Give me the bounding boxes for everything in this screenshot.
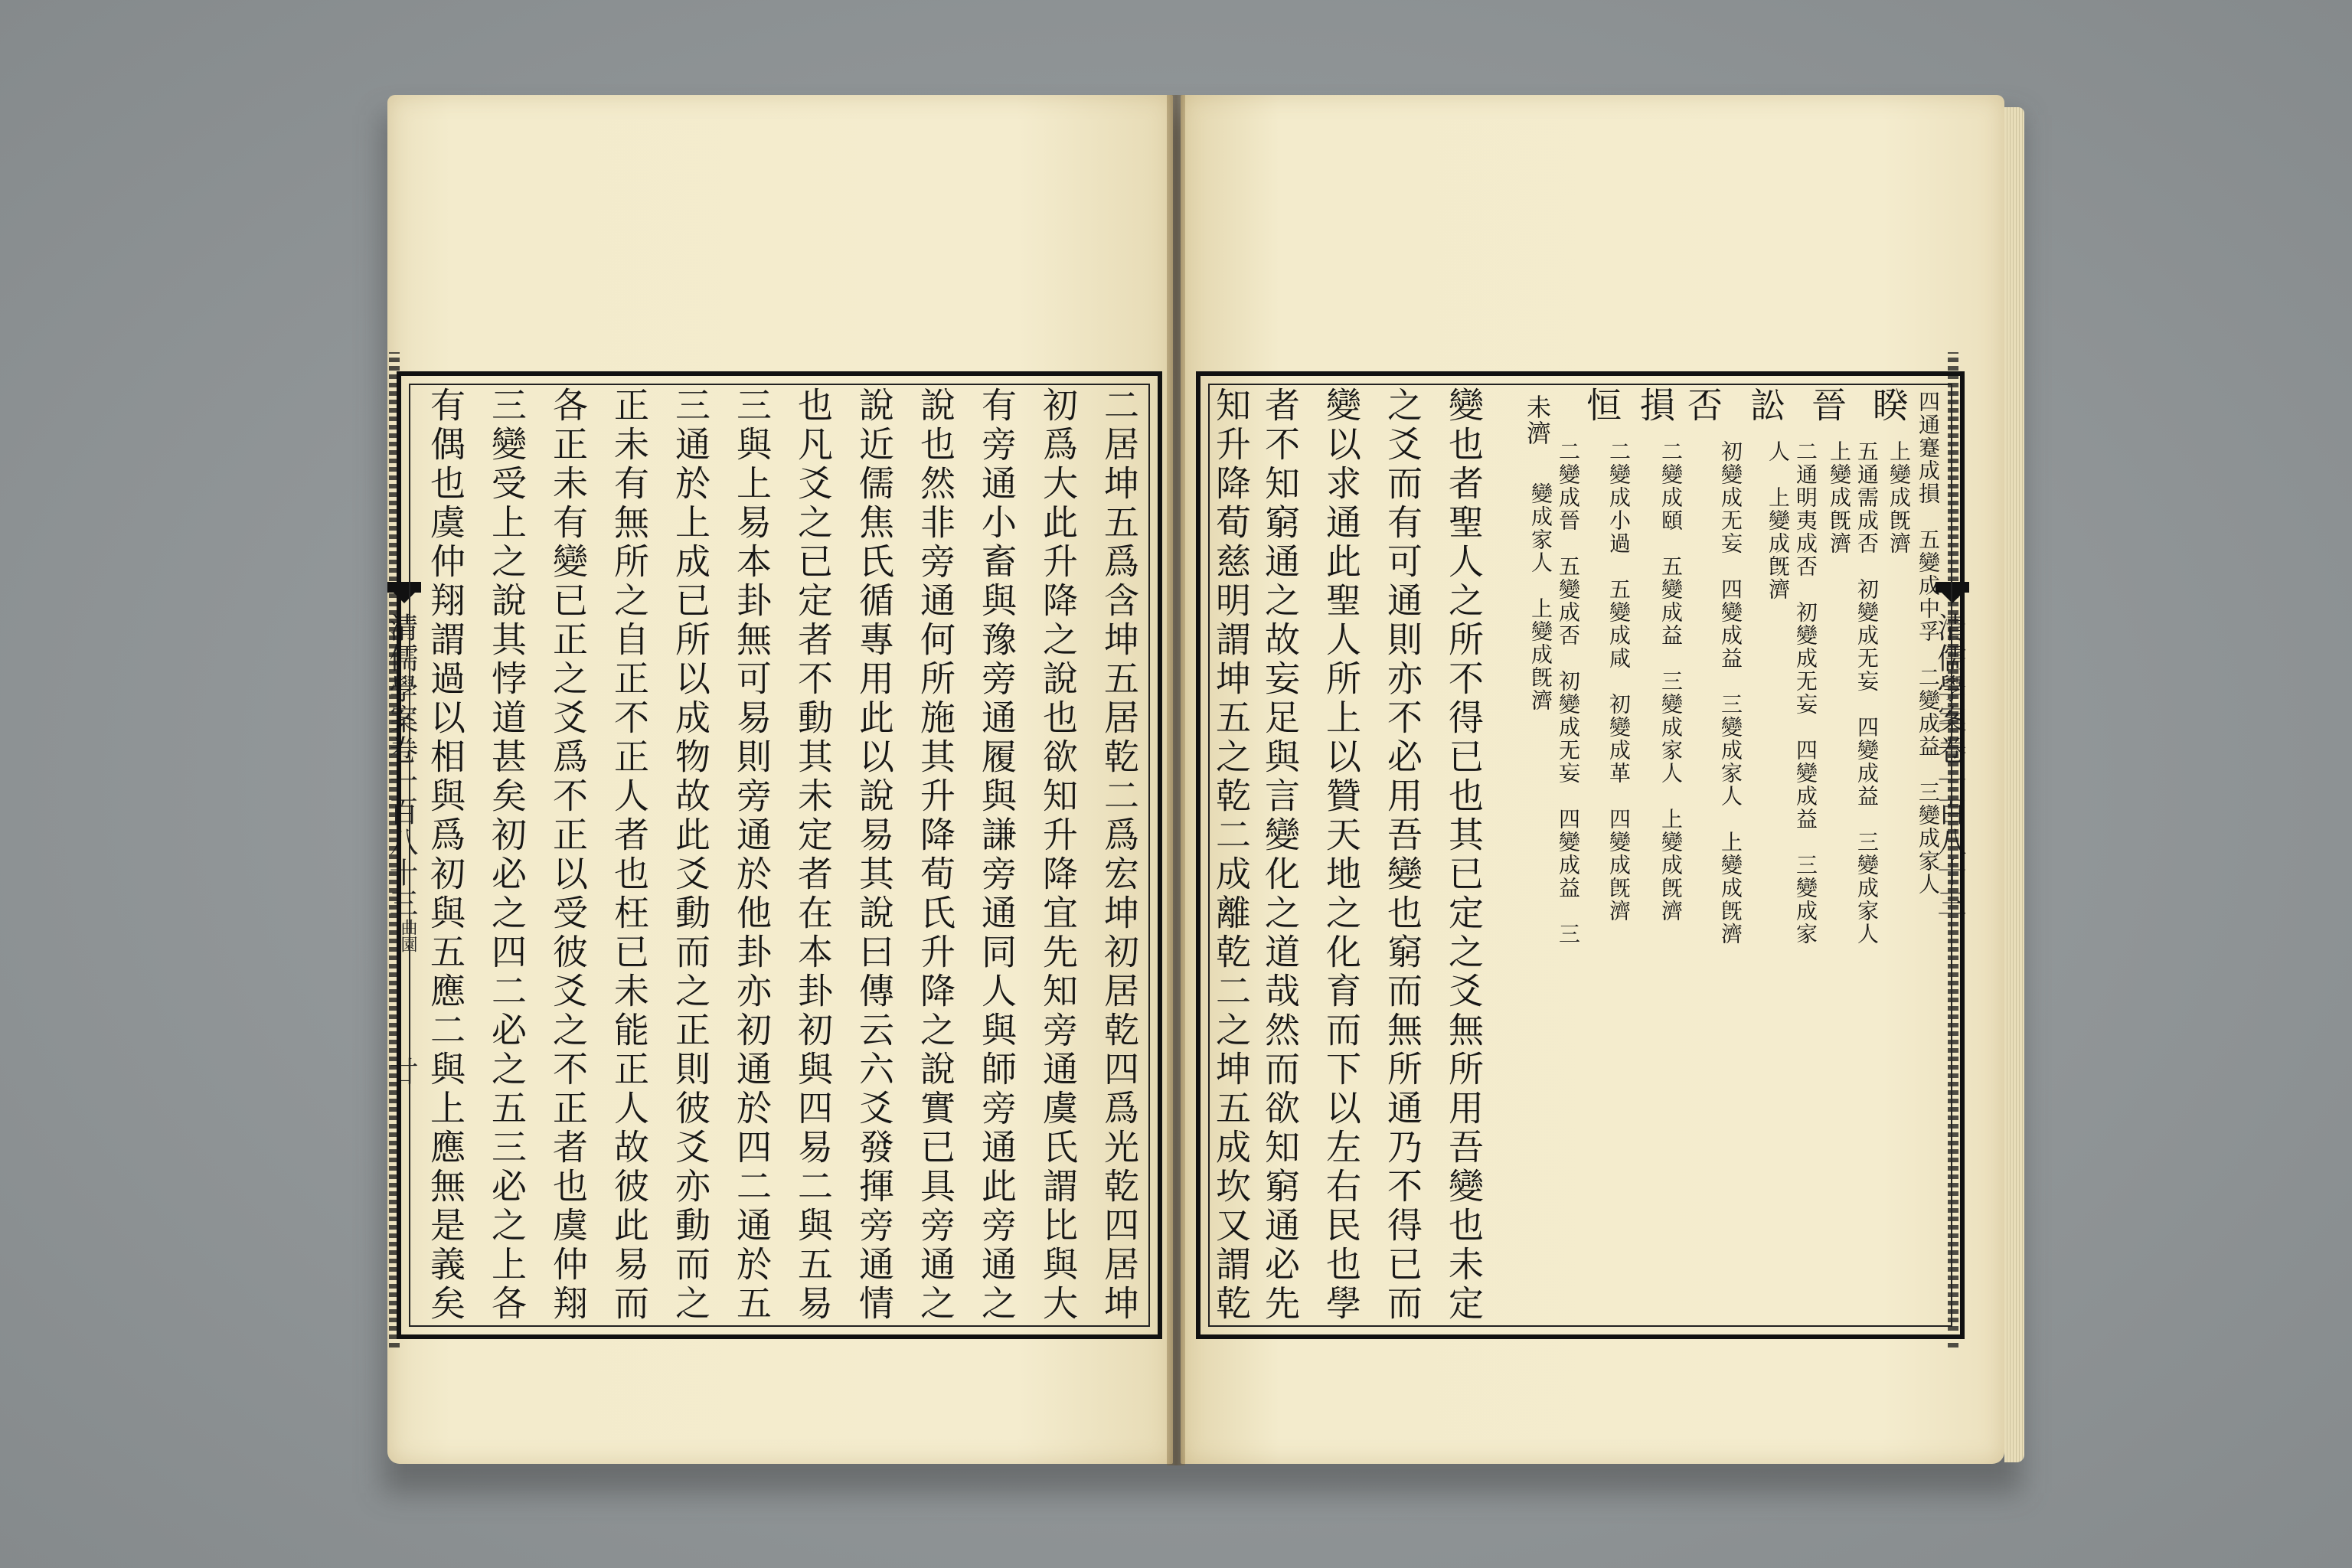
entry-kui-line-1: 四通蹇成損 五變成中孚 二變成益 三變成家人 xyxy=(1916,390,1941,896)
left-column-9: 正未有無所之自正不正人者也枉已未能正人故彼此易而 xyxy=(609,387,650,1324)
page-edges xyxy=(2004,107,2024,1462)
entry-weiji-line-2: 變成家人 上變成旣濟 xyxy=(1528,482,1553,712)
entry-jin-line-1: 五通需成否 初變成无妄 四變成益 三變成家人 xyxy=(1854,440,1880,946)
left-column-8: 三通於上成已所以成物故此爻動而之正則彼爻亦動而之 xyxy=(670,387,711,1324)
entry-head-pi: 否 xyxy=(1682,387,1723,425)
entry-kui-line-2: 上變成旣濟 xyxy=(1886,440,1912,555)
left-column-7: 三與上易本卦無可易則旁通於他卦亦初通於四二通於五 xyxy=(731,387,773,1324)
entry-head-sun: 損 xyxy=(1635,387,1676,425)
entry-head-kui: 睽 xyxy=(1867,387,1909,425)
entry-head-jin: 晉 xyxy=(1806,387,1847,425)
entry-weiji-line-1: 二變成晉 五變成否 初變成无妄 四變成益 三 xyxy=(1556,440,1581,946)
entry-heng-line-1: 二變成小過 五變成咸 初變成革 四變成旣濟 xyxy=(1606,440,1632,923)
left-margin-title: 清儒學案卷一百八十三 xyxy=(384,612,418,919)
book-spine-gutter xyxy=(1167,95,1185,1465)
left-column-11: 三變受上之說其悖道甚矣初必之四二必之五三必之上各 xyxy=(486,387,528,1324)
right-column-2: 之爻而有可通則亦不必用吾變也窮而無所通乃不得已而 xyxy=(1382,387,1423,1324)
right-column-3: 變以求通此聖人所上以贊天地之化育而下以左右民也學 xyxy=(1321,387,1362,1324)
entry-pi-line-1: 初變成无妄 四變成益 三變成家人 上變成旣濟 xyxy=(1718,440,1743,946)
entry-jin-line-2: 上變成旣濟 xyxy=(1827,440,1852,555)
left-column-1: 二居坤五爲含坤五居乾二爲宏坤初居乾四爲光乾四居坤 xyxy=(1099,387,1140,1324)
left-column-3: 有旁通小畜與豫旁通履與謙旁通同人與師旁通此旁通之 xyxy=(976,387,1018,1324)
right-margin-title: 清儒學案卷一百八十三 xyxy=(1932,612,1966,919)
left-column-6: 也凡爻之已定者不動其未定者在本卦初與四易二與五易 xyxy=(792,387,834,1324)
entry-song-line-2: 人 上變成旣濟 xyxy=(1766,440,1791,601)
entry-sun-line-1: 二變成頤 五變成益 三變成家人 上變成旣濟 xyxy=(1658,440,1684,923)
entry-head-heng: 恒 xyxy=(1581,387,1622,425)
right-column-1: 變也者聖人之所不得已也其已定之爻無所用吾變也未定 xyxy=(1443,387,1485,1324)
entry-song-line-1: 二通明夷成否 初變成无妄 四變成益 三變成家 xyxy=(1793,440,1818,946)
left-column-4: 說也然非旁通何所施其升降荀氏升降之說實已具旁通之 xyxy=(915,387,956,1324)
left-margin-section: 曲園 xyxy=(398,919,417,952)
left-column-2: 初爲大此升降之說也欲知升降宜先知旁通虞氏謂比與大 xyxy=(1037,387,1079,1324)
entry-head-song: 訟 xyxy=(1745,387,1786,425)
left-column-10: 各正未有變已正之爻爲不正以受彼爻之不正者也虞仲翔 xyxy=(547,387,589,1324)
right-column-5: 知升降荀慈明謂坤五之乾二成離乾二之坤五成坎又謂乾 xyxy=(1210,387,1252,1324)
entry-head-weiji: 未濟 xyxy=(1523,394,1552,446)
right-column-4: 者不知窮通之故妄足與言變化之道哉然而欲知窮通必先 xyxy=(1259,387,1301,1324)
left-margin-folio: 廿 xyxy=(384,1057,418,1086)
left-column-12: 有偶也虞仲翔謂過以相與爲初與五應二與上應無是義矣 xyxy=(425,387,466,1324)
left-column-5: 說近儒焦氏循專用此以說易其說曰傳云六爻發揮旁通情 xyxy=(854,387,895,1324)
